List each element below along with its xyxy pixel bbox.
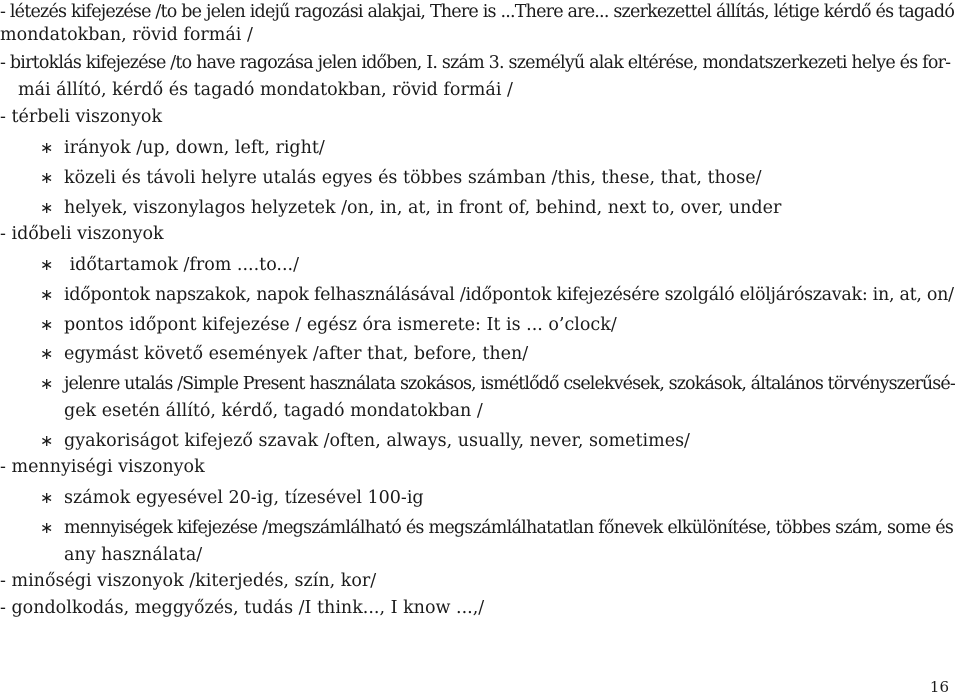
bullet-icon: ∗	[40, 285, 54, 304]
bullet-icon: ∗	[40, 315, 54, 334]
section-heading: - minőségi viszonyok /kiterjedés, szín, kor/	[0, 571, 377, 591]
bullet-icon: ∗	[40, 198, 54, 217]
list-item-text: pontos időpont kifejezése / egész óra ismerete: It is ... o’clock/	[64, 315, 617, 335]
bullet-icon: ∗	[40, 488, 54, 507]
list-item	[40, 283, 954, 307]
list-item	[40, 253, 299, 277]
list-item	[40, 313, 617, 337]
list-item-text: időpontok napszakok, napok felhasználásával /időpontok kifejezésére szolgáló elöljárószavak: in, at, on/	[64, 285, 954, 305]
list-item	[40, 516, 953, 540]
list-item	[40, 136, 325, 160]
bullet-icon: ∗	[40, 255, 54, 274]
bullet-icon: ∗	[40, 138, 54, 157]
bullet-icon: ∗	[40, 168, 54, 187]
list-item	[40, 429, 690, 453]
list-item	[40, 342, 528, 366]
list-item-text: jelenre utalás /Simple Present használata szokásos, ismétlődő cselekvések, szokások, általános törvényszerűsé-	[64, 374, 955, 394]
bullet-icon: ∗	[40, 374, 53, 393]
list-item-text: helyek, viszonylagos helyzetek /on, in, at, in front of, behind, next to, over, under	[64, 198, 782, 218]
section-heading: - gondolkodás, meggyőzés, tudás /I think..., I know ...,/	[0, 598, 485, 618]
section-heading: - mennyiségi viszonyok	[0, 457, 205, 477]
text-line: - létezés kifejezése /to be jelen idejű ragozási alakjai, There is ...There are... szerkezettel állítás, létige kérdő és tagadó	[0, 2, 955, 22]
list-item-text: számok egyesével 20-ig, tízesével 100-ig	[64, 488, 424, 508]
list-item	[40, 486, 424, 510]
list-item	[40, 372, 955, 396]
list-item-text: időtartamok /from ....to.../	[64, 255, 300, 275]
list-item-text: közeli és távoli helyre utalás egyes és többes számban /this, these, that, those/	[64, 168, 762, 188]
bullet-icon: ∗	[40, 518, 53, 537]
section-heading: - időbeli viszonyok	[0, 224, 164, 244]
text-line: mondatokban, rövid formái /	[0, 25, 253, 45]
text-line: mái állító, kérdő és tagadó mondatokban, rövid formái /	[18, 80, 513, 100]
list-item-text: gyakoriságot kifejező szavak /often, always, usually, never, sometimes/	[64, 431, 690, 451]
list-item	[40, 196, 781, 220]
list-item-continuation: any használata/	[64, 545, 203, 565]
section-heading: - térbeli viszonyok	[0, 107, 163, 127]
bullet-icon: ∗	[40, 431, 54, 450]
list-item-continuation: gek esetén állító, kérdő, tagadó mondatokban /	[64, 401, 483, 421]
text-line: - birtoklás kifejezése /to have ragozása jelen időben, I. szám 3. személyű alak eltérése, mondatszerkezeti helye és for-	[0, 53, 951, 73]
bullet-icon: ∗	[40, 344, 54, 363]
list-item-text: egymást követő események /after that, before, then/	[64, 344, 529, 364]
page-number: 16	[929, 678, 949, 696]
list-item-text: irányok /up, down, left, right/	[64, 138, 325, 158]
list-item-text: mennyiségek kifejezése /megszámlálható és megszámlálhatatlan főnevek elkülönítése, többes szám, some és	[64, 518, 954, 538]
list-item	[40, 166, 762, 190]
